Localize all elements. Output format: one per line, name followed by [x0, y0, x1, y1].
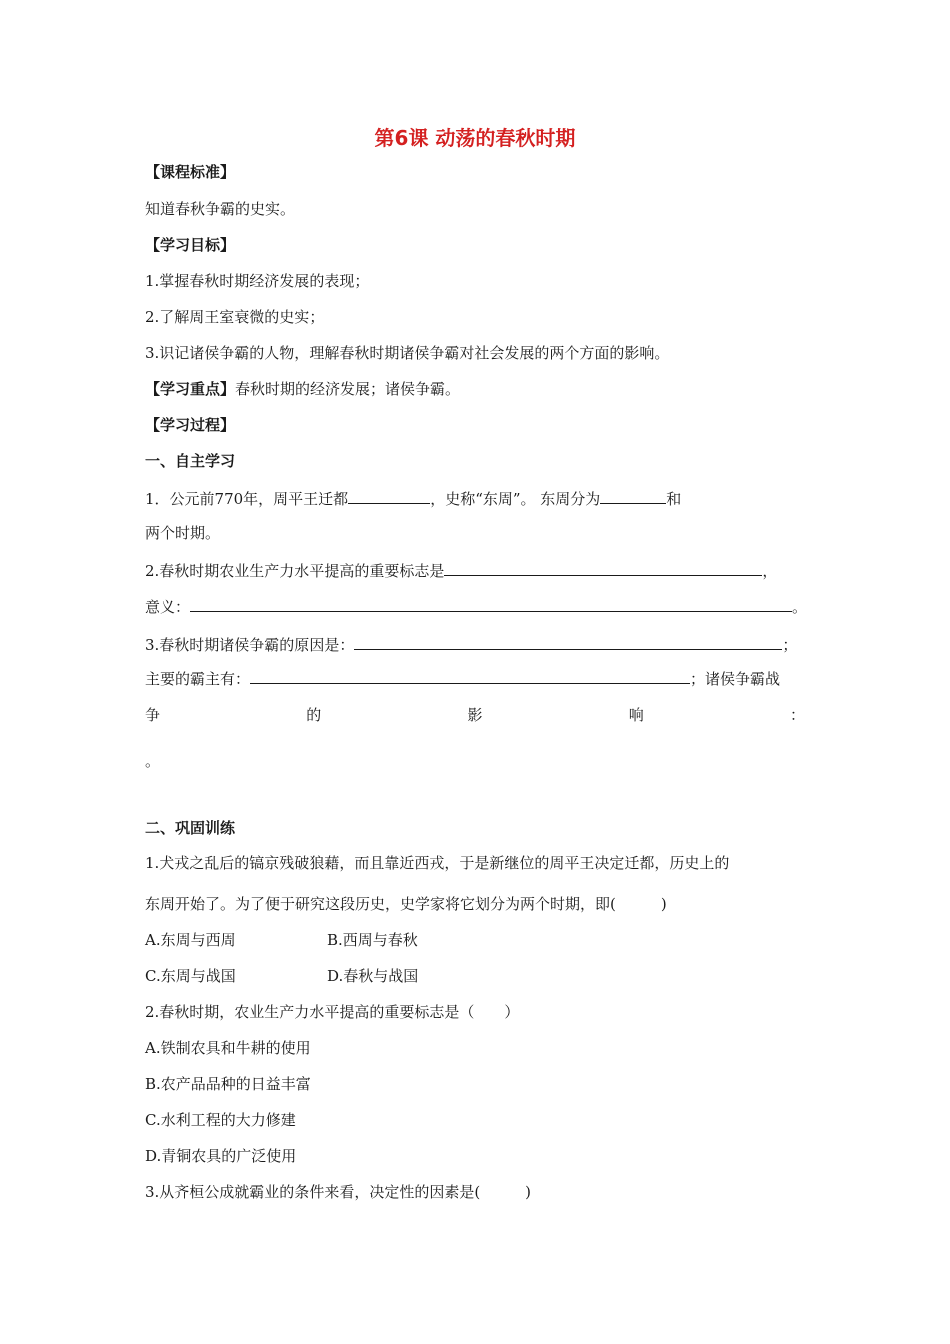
- process-heading: 【学习过程】: [145, 416, 236, 434]
- q3-text-b: ；: [782, 636, 798, 654]
- q3-text-a: 3.春秋时期诸侯争霸的原因是：: [145, 636, 355, 654]
- q3-line4: 。: [145, 752, 161, 770]
- q3-line3: [145, 705, 805, 725]
- q2-line1: [145, 559, 777, 581]
- q3-line1: [145, 633, 797, 655]
- section2-heading: 二、巩固训练: [145, 819, 236, 837]
- q2-line2: [145, 595, 807, 617]
- q3-blank-reason[interactable]: [354, 633, 782, 650]
- q3-spread-char: 影: [467, 706, 483, 724]
- q3-spread-char: 响: [628, 706, 644, 724]
- ex1-option-a[interactable]: A.东周与西周: [145, 931, 236, 949]
- q1-text-b: ，史称“东周”。 东周分为: [430, 490, 601, 508]
- q2-blank-meaning[interactable]: [190, 595, 792, 612]
- ex1-stem-line2: 东周开始了。为了便于研究这段历史，史学家将它划分为两个时期，即( ): [145, 895, 667, 913]
- q3-spread-char: 争: [145, 706, 161, 724]
- goal-item: 1.掌握春秋时期经济发展的表现；: [145, 272, 370, 290]
- ex1-option-b[interactable]: B.西周与春秋: [327, 931, 418, 949]
- focus-text: 春秋时期的经济发展；诸侯争霸。: [235, 380, 461, 398]
- q2-text-a: 2.春秋时期农业生产力水平提高的重要标志是: [145, 562, 445, 580]
- q1-line2: 两个时期。: [145, 524, 221, 542]
- goal-item: 2.了解周王室衰微的史实；: [145, 308, 325, 326]
- q1-text-a: 1．公元前770年，周平王迁都: [145, 490, 349, 508]
- q2-blank-sign[interactable]: [444, 559, 762, 576]
- ex1-option-c[interactable]: C.东周与战国: [145, 967, 236, 985]
- ex2-option-b[interactable]: B.农产品品种的日益丰富: [145, 1075, 311, 1093]
- focus-heading: 【学习重点】: [145, 380, 236, 398]
- goal-item: 3.识记诸侯争霸的人物，理解春秋时期诸侯争霸对社会发展的两个方面的影响。: [145, 344, 670, 362]
- ex1-options-row2: [145, 966, 418, 986]
- q1-blank-period1[interactable]: [600, 487, 666, 504]
- q3-line2: [145, 667, 780, 689]
- ex3-stem: 3.从齐桓公成就霸业的条件来看，决定性的因素是( ): [145, 1183, 532, 1201]
- ex2-option-c[interactable]: C.水利工程的大力修建: [145, 1111, 296, 1129]
- ex1-options-row1: [145, 930, 418, 950]
- goals-heading: 【学习目标】: [145, 236, 236, 254]
- q1-text-c: 和: [666, 490, 682, 508]
- focus-line: [145, 379, 460, 399]
- q1-line1: [145, 487, 681, 509]
- q3-text-d: ；诸侯争霸战: [690, 670, 781, 688]
- ex2-option-d[interactable]: D.青铜农具的广泛使用: [145, 1147, 297, 1165]
- q3-blank-hegemons[interactable]: [250, 667, 690, 684]
- standard-heading: 【课程标准】: [145, 163, 236, 181]
- q2-text-b: ，: [762, 562, 778, 580]
- ex2-stem: 2.春秋时期，农业生产力水平提高的重要标志是（ ）: [145, 1003, 520, 1021]
- ex1-option-d[interactable]: D.春秋与战国: [327, 967, 419, 985]
- q3-spread-char: 的: [306, 706, 322, 724]
- ex2-option-a[interactable]: A.铁制农具和牛耕的使用: [145, 1039, 311, 1057]
- ex1-stem-line1: 1.犬戎之乱后的镐京残破狼藉，而且靠近西戎，于是新继位的周平王决定迁都，历史上的: [145, 854, 730, 872]
- q1-blank-capital[interactable]: [348, 487, 430, 504]
- page-title: 第6课 动荡的春秋时期: [374, 126, 576, 150]
- q2-text-d: 。: [792, 598, 808, 616]
- q2-text-c: 意义：: [145, 598, 191, 616]
- section1-heading: 一、自主学习: [145, 452, 236, 470]
- q3-spread-char: ：: [789, 706, 805, 724]
- standard-text: 知道春秋争霸的史实。: [145, 200, 296, 218]
- q3-text-c: 主要的霸主有：: [145, 670, 251, 688]
